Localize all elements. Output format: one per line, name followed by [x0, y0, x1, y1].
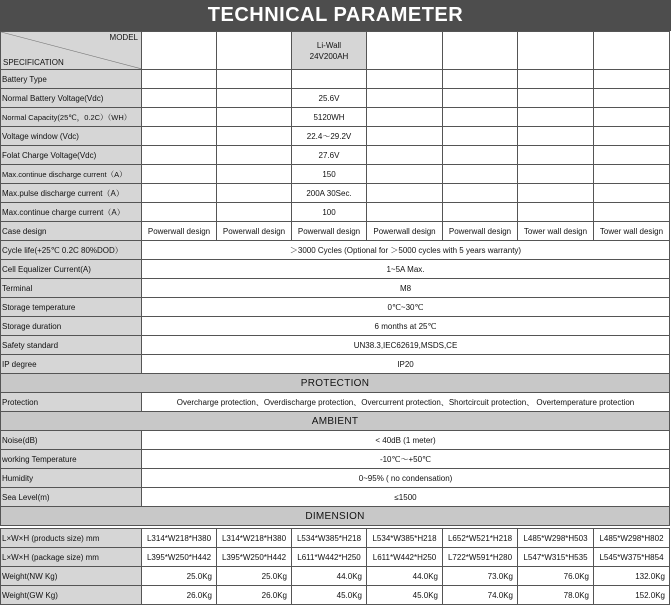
row-value: 100: [292, 203, 367, 222]
case-design-row: [1, 222, 670, 241]
protection-row: [1, 393, 670, 412]
row-label: Cycle life(+25℃ 0.2C 80%DOD）: [1, 241, 142, 260]
dim-value: L314*W218*H380: [217, 529, 292, 548]
general-row: [1, 336, 670, 355]
battery-row: [1, 146, 670, 165]
row-value: 1~5A Max.: [142, 260, 670, 279]
row-value: 27.6V: [292, 146, 367, 165]
case-value: Powerwall design: [142, 222, 217, 241]
row-label: Storage duration: [1, 317, 142, 336]
section-title: AMBIENT: [1, 412, 670, 431]
model-header-row: [1, 32, 670, 70]
weight-value: 132.0Kg: [594, 567, 670, 586]
dim-value: L534*W385*H218: [292, 529, 367, 548]
row-label: Normal Capacity(25℃，0.2C）（WH）: [1, 108, 142, 127]
model-name-cell: [292, 32, 367, 70]
case-value: Powerwall design: [367, 222, 443, 241]
dimension-row: [1, 548, 670, 567]
row-value: IP20: [142, 355, 670, 374]
ambient-row: [1, 450, 670, 469]
battery-row: [1, 165, 670, 184]
row-value: [292, 70, 367, 89]
row-label: working Temperature: [1, 450, 142, 469]
row-label: IP degree: [1, 355, 142, 374]
dim-value: L611*W442*H250: [292, 548, 367, 567]
general-row: [1, 317, 670, 336]
row-label: Max.pulse discharge current（A）: [1, 184, 142, 203]
battery-row: [1, 70, 670, 89]
row-label: Terminal: [1, 279, 142, 298]
ambient-row: [1, 431, 670, 450]
weight-value: 25.0Kg: [142, 567, 217, 586]
ambient-row: [1, 469, 670, 488]
general-row: [1, 355, 670, 374]
dim-value: L652*W521*H218: [443, 529, 518, 548]
general-row: [1, 260, 670, 279]
row-label: Folat Charge Voltage(Vdc): [1, 146, 142, 165]
general-row: [1, 279, 670, 298]
dim-value: L395*W250*H442: [217, 548, 292, 567]
battery-row: [1, 184, 670, 203]
row-value: 200A 30Sec.: [292, 184, 367, 203]
row-label: Humidity: [1, 469, 142, 488]
weight-value: 25.0Kg: [217, 567, 292, 586]
parameter-table: [0, 31, 670, 605]
dimension-row: [1, 586, 670, 605]
weight-value: 152.0Kg: [594, 586, 670, 605]
specification-label: SPECIFICATION: [3, 58, 64, 67]
page-title: TECHNICAL PARAMETER: [0, 0, 671, 31]
row-label: Safety standard: [1, 336, 142, 355]
row-label: Max.continue discharge current（A）: [1, 165, 142, 184]
dimension-row: [1, 529, 670, 548]
row-label: Battery Type: [1, 70, 142, 89]
row-value: ≤1500: [142, 488, 670, 507]
weight-value: 45.0Kg: [367, 586, 443, 605]
general-row: [1, 298, 670, 317]
weight-value: 44.0Kg: [292, 567, 367, 586]
dim-value: L722*W591*H280: [443, 548, 518, 567]
model-name-line-1: Li-Wall: [316, 40, 342, 50]
battery-row: [1, 89, 670, 108]
row-label: Normal Battery Voltage(Vdc): [1, 89, 142, 108]
weight-value: 76.0Kg: [518, 567, 594, 586]
weight-value: 26.0Kg: [142, 586, 217, 605]
dim-value: L395*W250*H442: [142, 548, 217, 567]
model-label: MODEL: [109, 33, 138, 42]
row-value: < 40dB (1 meter): [142, 431, 670, 450]
section-title: PROTECTION: [1, 374, 670, 393]
general-row: [1, 241, 670, 260]
dim-value: L534*W385*H218: [367, 529, 443, 548]
dim-value: L545*W375*H854: [594, 548, 670, 567]
row-label: Voltage window (Vdc): [1, 127, 142, 146]
row-label: L×W×H (package size) mm: [1, 548, 142, 567]
weight-value: 73.0Kg: [443, 567, 518, 586]
dimension-header-row: [1, 507, 670, 526]
dim-value: L611*W442*H250: [367, 548, 443, 567]
protection-header-row: [1, 374, 670, 393]
battery-row: [1, 108, 670, 127]
row-label: Storage temperature: [1, 298, 142, 317]
case-value: Tower wall design: [518, 222, 594, 241]
weight-value: 45.0Kg: [292, 586, 367, 605]
row-value: Overcharge protection、Overdischarge protection、Overcurrent protection、Shortcircuit protection、 Overtemperature protection: [142, 393, 670, 412]
case-value: Powerwall design: [217, 222, 292, 241]
weight-value: 78.0Kg: [518, 586, 594, 605]
ambient-header-row: [1, 412, 670, 431]
row-value: UN38.3,IEC62619,MSDS,CE: [142, 336, 670, 355]
row-value: 0℃~30℃: [142, 298, 670, 317]
battery-row: [1, 127, 670, 146]
row-value: 25.6V: [292, 89, 367, 108]
row-value: 150: [292, 165, 367, 184]
row-value: 5120WH: [292, 108, 367, 127]
case-value: Tower wall design: [594, 222, 670, 241]
row-value: -10℃～+50℃: [142, 450, 670, 469]
row-label: Weight(GW Kg): [1, 586, 142, 605]
row-value: 0~95% ( no condensation): [142, 469, 670, 488]
row-label: Noise(dB): [1, 431, 142, 450]
dim-value: L547*W315*H535: [518, 548, 594, 567]
case-value: Powerwall design: [292, 222, 367, 241]
case-value: Powerwall design: [443, 222, 518, 241]
row-label: Max.continue charge current（A）: [1, 203, 142, 222]
row-label: L×W×H (products size) mm: [1, 529, 142, 548]
battery-row: [1, 203, 670, 222]
ambient-row: [1, 488, 670, 507]
weight-value: 26.0Kg: [217, 586, 292, 605]
row-value: M8: [142, 279, 670, 298]
section-title: DIMENSION: [1, 507, 670, 526]
row-value: ＞3000 Cycles (Optional for ＞5000 cycles with 5 years warranty): [142, 241, 670, 260]
row-label: Protection: [1, 393, 142, 412]
row-value: 6 months at 25℃: [142, 317, 670, 336]
row-value: 22.4～29.2V: [292, 127, 367, 146]
weight-value: 44.0Kg: [367, 567, 443, 586]
weight-value: 74.0Kg: [443, 586, 518, 605]
row-label: Case design: [1, 222, 142, 241]
dim-value: L485*W298*H802: [594, 529, 670, 548]
dim-value: L485*W298*H503: [518, 529, 594, 548]
spec-model-cell: [1, 32, 142, 70]
row-label: Sea Level(m): [1, 488, 142, 507]
row-label: Weight(NW Kg): [1, 567, 142, 586]
dimension-row: [1, 567, 670, 586]
row-label: Cell Equalizer Current(A): [1, 260, 142, 279]
dim-value: L314*W218*H380: [142, 529, 217, 548]
model-name-line-2: 24V200AH: [309, 51, 349, 61]
